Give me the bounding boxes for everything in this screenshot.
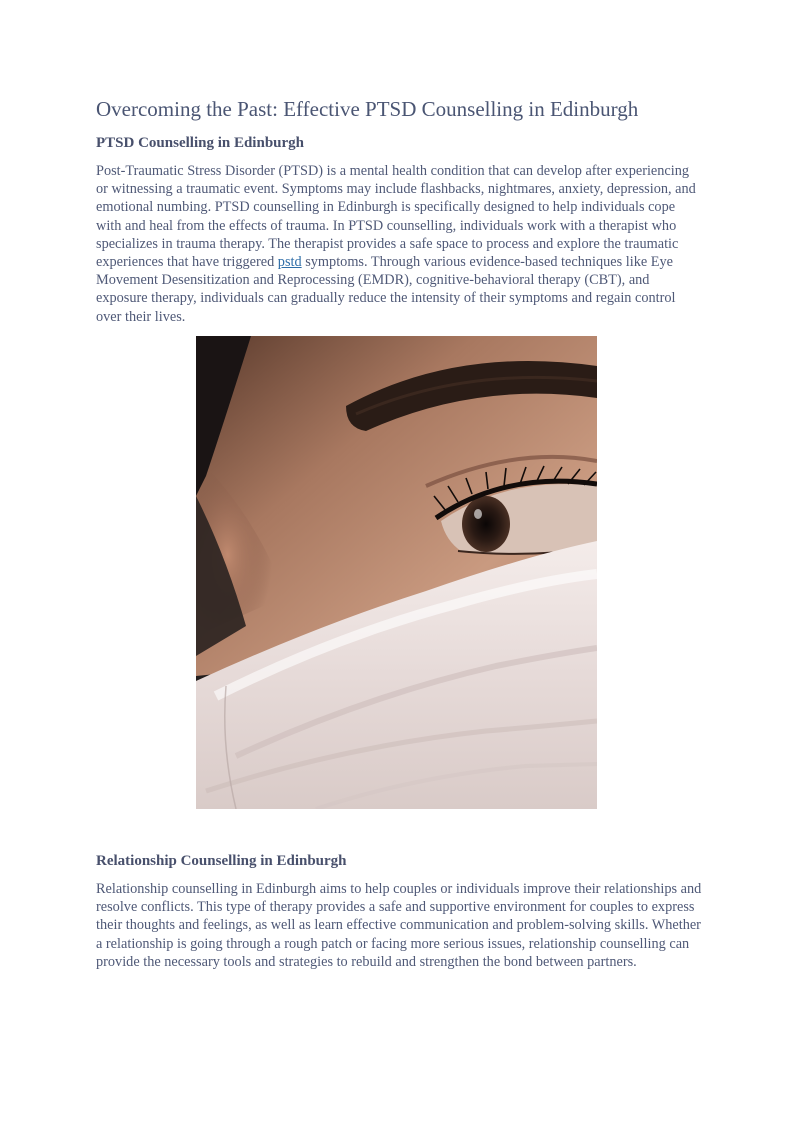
document-page bbox=[96, 96, 702, 970]
eye-photo-illustration bbox=[196, 336, 597, 809]
document-title: Overcoming the Past: Effective PTSD Counselling in Edinburgh bbox=[96, 97, 639, 121]
ptsd-section-heading: PTSD Counselling in Edinburgh bbox=[96, 135, 305, 151]
pstd-link[interactable]: pstd bbox=[277, 254, 302, 271]
ptsd-text-after-link: symptoms. Through various evidence-based techniques like Eye Movement Desensitization and Reprocessing (EMDR), cognitive-behavioral therapy (CBT), and exposure therapy, individuals can gradually reduce the intensity of their symptoms and regain control over their lives. bbox=[96, 254, 676, 325]
relationship-section-paragraph: Relationship counselling in Edinburgh aims to help couples or individuals improve their relationships and resolve conflicts. This type of therapy provides a safe and supportive environment for couples to express their thoughts and feelings, as well as learn effective communication and problem-solving skills. Whether a relationship is going through a rough patch or facing more serious issues, relationship counselling can provide the necessary tools and strategies to rebuild and strengthen the bond between partners. bbox=[96, 881, 702, 970]
eye-photo bbox=[196, 336, 597, 809]
ptsd-text-before-link: Post-Traumatic Stress Disorder (PTSD) is a mental health condition that can develop after experiencing or witnessing a traumatic event. Symptoms may include flashbacks, nightmares, anxiety, depression, and emotional numbing. PTSD counselling in Edinburgh is specifically designed to help individuals cope with and heal from the effects of trauma. In PTSD counselling, individuals work with a therapist who specializes in trauma therapy. The therapist provides a safe space to process and explore the traumatic experiences that have triggered bbox=[96, 163, 696, 271]
relationship-section-heading: Relationship Counselling in Edinburgh bbox=[96, 853, 347, 869]
ptsd-section-paragraph bbox=[96, 162, 702, 326]
